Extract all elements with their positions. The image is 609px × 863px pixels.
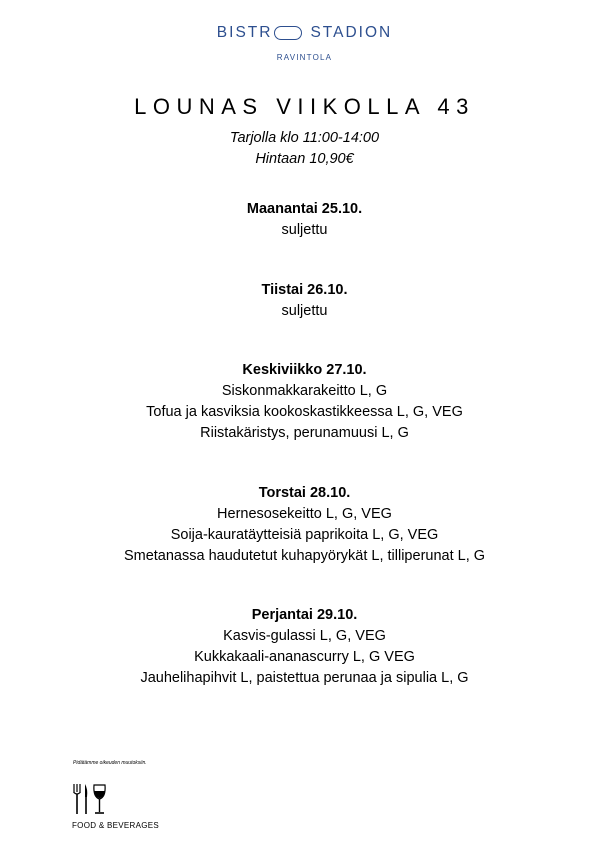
day-name: Perjantai 29.10. [251, 607, 358, 623]
day-name: Maanantai 25.10. [246, 201, 363, 217]
menu-item: Siskonmakkarakeitto L, G [221, 383, 388, 399]
menu-item: Jauhelihapihvit L, paistettua perunaa ja sipulia L, G [140, 670, 469, 686]
menu-item: Kasvis-gulassi L, G, VEG [223, 628, 386, 644]
day-thursday [0, 483, 609, 567]
brand-name-right: STADION [310, 24, 393, 41]
menu-item: Soija-kauratäytteisiä paprikoita L, G, VEG [170, 527, 439, 543]
day-name: Torstai 28.10. [258, 485, 351, 501]
logo-o-shape [274, 26, 302, 40]
day-tuesday [0, 280, 609, 322]
menu-item: Hernesosekeitto L, G, VEG [217, 506, 392, 522]
day-friday [0, 605, 609, 689]
price: Hintaan 10,90€ [255, 151, 354, 167]
brand-subtitle: RAVINTOLA [276, 53, 333, 62]
disclaimer-note: Pidätämme oikeuden muutoksiin. [73, 760, 147, 766]
menu-title: LOUNAS VIIKOLLA 43 [134, 94, 475, 119]
day-monday [0, 199, 609, 241]
day-wednesday [0, 360, 609, 444]
brand-logo [0, 24, 609, 62]
menu-item: Riistakäristys, perunamuusi L, G [200, 425, 409, 441]
menu-item: Smetanassa haudutetut kuhapyörykät L, tilliperunat L, G [123, 548, 486, 564]
serving-hours: Tarjolla klo 11:00-14:00 [229, 130, 380, 146]
menu-item: Kukkakaali-ananascurry L, G VEG [194, 649, 415, 665]
brand-name [217, 24, 392, 42]
cutlery-wine-icon [72, 783, 108, 815]
day-name: Tiistai 26.10. [261, 282, 348, 298]
menu-item: suljettu [281, 303, 328, 319]
menu-item: suljettu [281, 222, 328, 238]
day-name: Keskiviikko 27.10. [242, 362, 367, 378]
menu-item: Tofua ja kasviksia kookoskastikkeessa L, G, VEG [146, 404, 463, 420]
brand-name-left: BISTR [216, 24, 273, 41]
footer-label: FOOD & BEVERAGES [72, 821, 160, 830]
